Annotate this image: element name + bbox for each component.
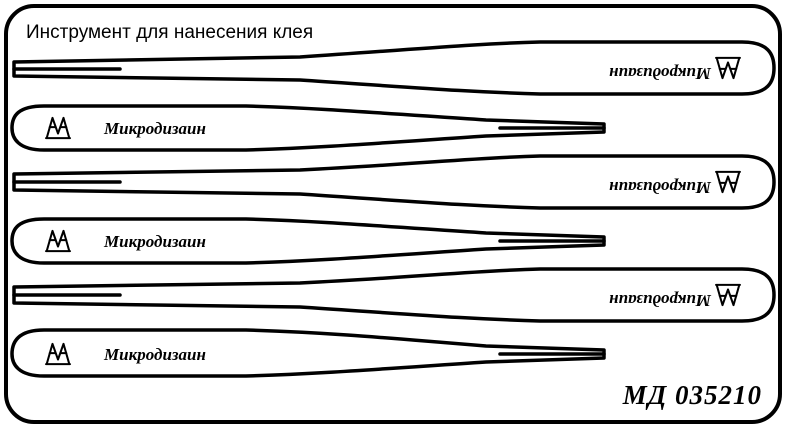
part-row-6 [12,330,604,376]
part-row-4 [12,219,604,263]
part-row-3 [14,156,774,208]
part-brand-label-6: Микродизаин [104,345,206,364]
part-row-2 [12,106,604,150]
part-row-5 [14,269,774,321]
sheet-title: Инструмент для нанесения клея [26,22,314,43]
part-brand-label-4: Микродизаин [104,232,206,251]
part-brand-label-3: Микродизаин [609,178,711,197]
part-brand-label-5: Микродизаин [609,291,711,310]
part-row-1 [14,42,774,94]
catalog-code: МД 035210 [622,380,762,410]
part-brand-label-2: Микродизаин [104,119,206,138]
part-brand-label-1: Микродизаин [609,64,711,83]
